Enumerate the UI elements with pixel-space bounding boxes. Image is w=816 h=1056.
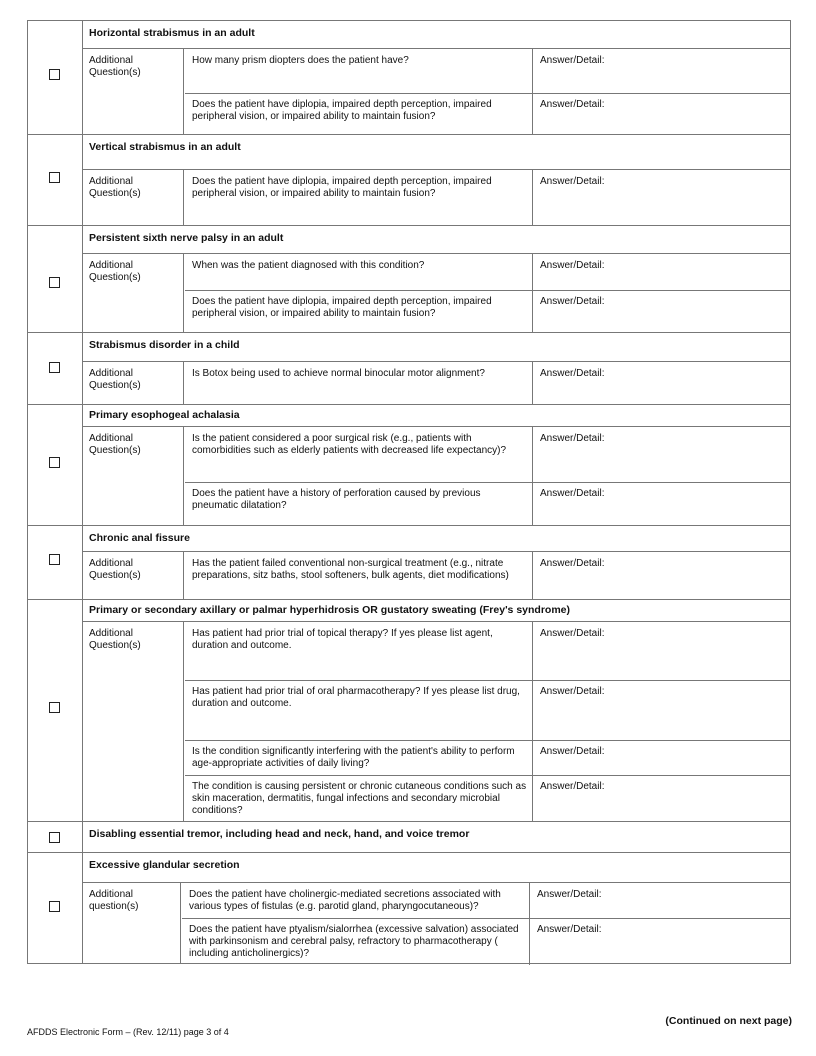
additional-questions-label: Additional Question(s) — [82, 254, 184, 332]
section-glandular-secretion — [27, 852, 791, 964]
checkbox-column — [28, 405, 83, 525]
question-text: Is Botox being used to achieve normal binocular motor alignment? — [192, 368, 485, 379]
section-vertical-strabismus — [27, 134, 791, 225]
additional-questions-label: Additional Question(s) — [82, 170, 184, 225]
checkbox-column — [28, 526, 83, 599]
additional-questions-label: Additional Question(s) — [82, 552, 184, 599]
section-checkbox[interactable] — [49, 901, 60, 912]
answer-field[interactable]: Answer/Detail: — [532, 254, 790, 290]
additional-questions-label: Additional Question(s) — [82, 622, 184, 821]
section-checkbox[interactable] — [49, 362, 60, 373]
question-text: Is the condition significantly interfering with the patient's ability to perform age-appropriate activities of daily living? — [192, 746, 515, 769]
question-text: Does the patient have diplopia, impaired depth perception, impaired peripheral vision, or impaired ability to maintain fusion? — [192, 296, 492, 319]
section-title: Vertical strabismus in an adult — [82, 135, 790, 170]
question-text: How many prism diopters does the patient have? — [192, 55, 409, 66]
continued-note: (Continued on next page) — [665, 1015, 792, 1027]
section-hyperhidrosis — [27, 599, 791, 821]
section-chronic-anal-fissure — [27, 525, 791, 599]
question-text: When was the patient diagnosed with this condition? — [192, 260, 425, 271]
question-text: Has patient had prior trial of topical therapy? If yes please list agent, duration and outcome. — [192, 628, 493, 651]
additional-questions-label: Additional Question(s) — [82, 427, 184, 525]
answer-field[interactable]: Answer/Detail: — [529, 883, 790, 918]
section-checkbox[interactable] — [49, 277, 60, 288]
answer-field[interactable]: Answer/Detail: — [532, 740, 790, 775]
checkbox-column — [28, 135, 83, 225]
section-title: Primary or secondary axillary or palmar hyperhidrosis OR gustatory sweating (Frey's syndrome) — [82, 600, 790, 622]
checkbox-column — [28, 333, 83, 404]
section-horizontal-strabismus — [27, 20, 791, 134]
question-text: Does the patient have ptyalism/sialorrhea (excessive salvation) associated with parkinsonism and cerebral palsy, refractory to pharmacotherapy ( including anticholinergics)? — [189, 924, 519, 959]
answer-field[interactable]: Answer/Detail: — [532, 362, 790, 405]
additional-questions-label: Additional question(s) — [82, 883, 181, 963]
question-text: Has patient had prior trial of oral pharmacotherapy? If yes please list drug, duration and outcome. — [192, 686, 520, 709]
answer-field[interactable]: Answer/Detail: — [532, 170, 790, 226]
section-checkbox[interactable] — [49, 832, 60, 843]
answer-field[interactable]: Answer/Detail: — [532, 427, 790, 482]
section-checkbox[interactable] — [49, 457, 60, 468]
answer-field[interactable]: Answer/Detail: — [529, 918, 790, 965]
section-title: Horizontal strabismus in an adult — [82, 21, 790, 49]
answer-field[interactable]: Answer/Detail: — [532, 622, 790, 680]
question-text: Does the patient have diplopia, impaired depth perception, impaired peripheral vision, or impaired ability to maintain fusion? — [192, 176, 492, 199]
section-title: Disabling essential tremor, including head and neck, hand, and voice tremor — [89, 828, 470, 840]
section-checkbox[interactable] — [49, 69, 60, 80]
checkbox-column — [28, 226, 83, 332]
section-title: Excessive glandular secretion — [82, 853, 790, 883]
section-checkbox[interactable] — [49, 172, 60, 183]
section-essential-tremor — [27, 821, 791, 852]
additional-questions-label: Additional Question(s) — [82, 362, 184, 404]
section-strabismus-child — [27, 332, 791, 404]
section-title: Strabismus disorder in a child — [82, 333, 790, 362]
section-checkbox[interactable] — [49, 554, 60, 565]
checkbox-column — [28, 21, 83, 134]
question-text: Does the patient have a history of perforation caused by previous pneumatic dilatation? — [192, 488, 481, 511]
answer-field[interactable]: Answer/Detail: — [532, 93, 790, 135]
section-title: Persistent sixth nerve palsy in an adult — [82, 226, 790, 254]
section-title: Chronic anal fissure — [82, 526, 790, 552]
checkbox-column — [28, 853, 83, 963]
question-text: Does the patient have cholinergic-mediated secretions associated with various types of fistulas (e.g. parotid gland, pharyngocutaneous)? — [189, 889, 501, 912]
section-esophageal-achalasia — [27, 404, 791, 525]
answer-field[interactable]: Answer/Detail: — [532, 680, 790, 740]
answer-field[interactable]: Answer/Detail: — [532, 49, 790, 93]
checkbox-column — [28, 600, 83, 821]
question-text: The condition is causing persistent or chronic cutaneous conditions such as skin maceration, dermatitis, fungal infections and secondary microbial conditions? — [192, 781, 527, 816]
section-title: Primary esophogeal achalasia — [82, 405, 790, 427]
question-text: Is the patient considered a poor surgical risk (e.g., patients with comorbidities such as elderly patients with decreased life expectancy)? — [192, 433, 507, 456]
form-footer: AFDDS Electronic Form – (Rev. 12/11) page 3 of 4 — [27, 1027, 229, 1037]
checkbox-column — [28, 822, 83, 852]
section-sixth-nerve-palsy — [27, 225, 791, 332]
answer-field[interactable]: Answer/Detail: — [532, 290, 790, 333]
answer-field[interactable]: Answer/Detail: — [532, 775, 790, 822]
question-text: Has the patient failed conventional non-surgical treatment (e.g., nitrate preparations, sitz baths, stool softeners, bulk agents, diet modifications) — [192, 558, 509, 581]
additional-questions-label: Additional Question(s) — [82, 49, 184, 134]
section-checkbox[interactable] — [49, 702, 60, 713]
answer-field[interactable]: Answer/Detail: — [532, 482, 790, 526]
answer-field[interactable]: Answer/Detail: — [532, 552, 790, 600]
question-text: Does the patient have diplopia, impaired depth perception, impaired peripheral vision, or impaired ability to maintain fusion? — [192, 99, 492, 122]
